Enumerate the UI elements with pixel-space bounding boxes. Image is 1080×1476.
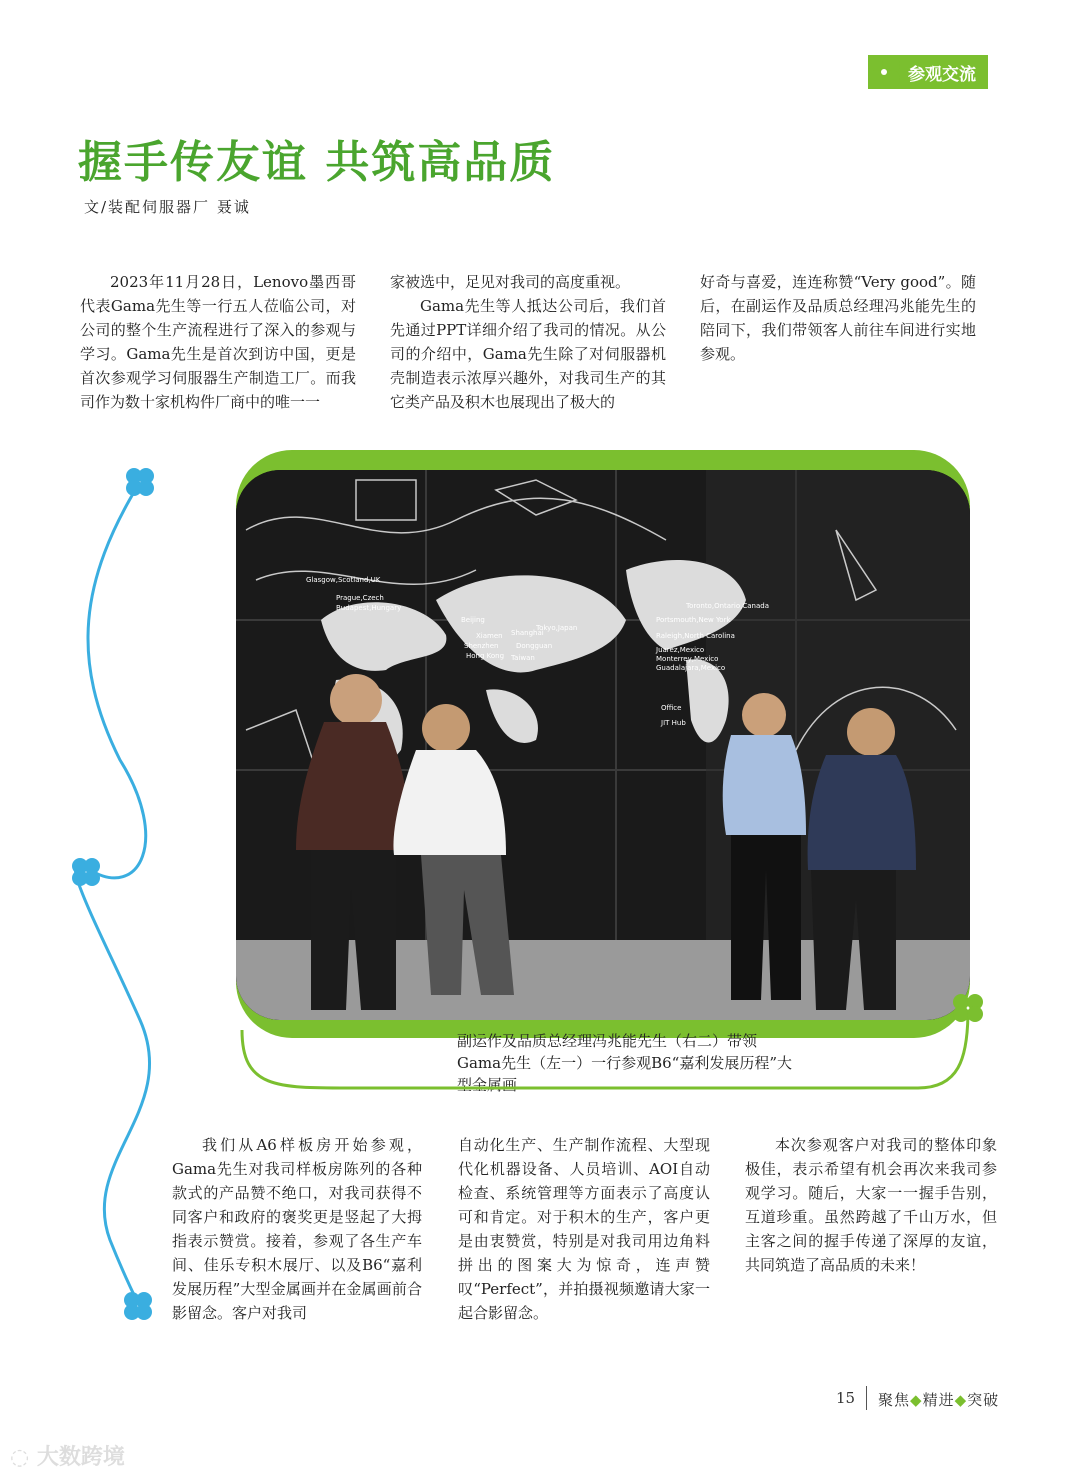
article-column-3 <box>700 270 976 366</box>
byline: 文/装配伺服器厂 聂诚 <box>84 198 251 216</box>
group-photo <box>236 470 970 1020</box>
map-label: Juarez,Mexico <box>656 646 705 654</box>
photo-caption: 副运作及品质总经理冯兆能先生（右二）带领Gama先生（左一）一行参观B6“嘉利发展历程”大型金属画 <box>457 1032 792 1094</box>
decorative-wave-line <box>60 460 170 1330</box>
map-label: Hong Kong <box>466 652 505 660</box>
article-column-5 <box>458 1133 710 1325</box>
paragraph: Gama先生等人抵达公司后，我们首先通过PPT详细介绍了我司的情况。从公司的介绍中，Gama先生除了对伺服器机壳制造表示浓厚兴趣外，对我司生产的其它类产品及积木也展现出了极大的 <box>390 297 666 411</box>
paragraph: 本次参观客户对我司的整体印象极佳，表示希望有机会再次来我司参观学习。随后，大家一一握手告别，互道珍重。虽然跨越了千山万水，但主客之间的握手传递了深厚的友谊，共同筑造了高品质的未来！ <box>745 1136 997 1274</box>
article-column-6 <box>745 1133 997 1277</box>
map-label: Dongguan <box>516 642 553 650</box>
map-label: Office <box>661 704 682 712</box>
photo-illustration <box>236 470 970 1020</box>
paragraph: 自动化生产、生产制作流程、大型现代化机器设备、人员培训、AOI自动检查、系统管理等方面表示了高度认可和肯定。对于积木的生产，客户更是由衷赞赏，特别是对我司用边角料拼出的图案大为惊奇，连声赞叹“Perfect”，并拍摄视频邀请大家一起合影留念。 <box>458 1136 710 1322</box>
map-label: Taiwan <box>511 654 535 662</box>
caption-frame-line <box>238 990 998 1100</box>
map-label: Tokyo,Japan <box>536 624 578 632</box>
page-number: 15 <box>836 1389 856 1407</box>
map-label: Portsmouth,New York <box>656 616 731 624</box>
map-label: Budapest,Hungary <box>336 604 402 612</box>
map-label: Glasgow,Scotland,UK <box>306 576 381 584</box>
clover-icon <box>864 52 904 92</box>
map-label: Prague,Czech <box>336 594 384 602</box>
map-label: Shenzhen <box>464 642 499 650</box>
paragraph: 2023年11月28日，Lenovo墨西哥代表Gama先生等一行五人莅临公司，对公司的整个生产流程进行了深入的参观与学习。Gama先生是首次到访中国，更是首次参观学习伺服器生产制造工厂。而我司作为数十家机构件厂商中的唯一一 <box>80 273 356 411</box>
footer-slogan <box>878 1389 999 1410</box>
section-tag-label: 参观交流 <box>908 64 976 85</box>
slogan-word: 精进 <box>922 1391 955 1409</box>
article-column-4 <box>172 1133 422 1325</box>
paragraph: 家被选中，足见对我司的高度重视。 <box>390 273 631 291</box>
map-label: Beijing <box>461 616 485 624</box>
slogan-word: 聚焦 <box>878 1391 911 1409</box>
article-column-2 <box>390 270 666 414</box>
watermark-logo-icon: ◌ <box>10 1445 30 1470</box>
map-label: Raleigh,North Carolina <box>656 632 735 640</box>
paragraph: 我们从A6样板房开始参观，Gama先生对我司样板房陈列的各种款式的产品赞不绝口，对我司获得不同客户和政府的褒奖更是竖起了大拇指表示赞赏。接着，参观了各生产车间、佳乐专积木展厅、以及B6“嘉利发展历程”大型金属画并在金属画前合影留念。客户对我司 <box>172 1136 422 1322</box>
article-column-1 <box>80 270 356 414</box>
footer-divider <box>866 1386 867 1410</box>
clover-icon <box>72 858 100 886</box>
map-label: JIT Hub <box>661 719 686 727</box>
diamond-icon: ◆ <box>910 1391 923 1409</box>
map-label: Toronto,Ontario,Canada <box>686 602 770 610</box>
clover-icon <box>953 994 983 1022</box>
map-label: Xiamen <box>476 632 503 640</box>
map-label: Guadalajara,Mexico <box>656 664 726 672</box>
diamond-icon: ◆ <box>954 1391 968 1409</box>
page-title: 握手传友谊 共筑高品质 <box>78 137 556 188</box>
paragraph: 好奇与喜爱，连连称赞“Very good”。随后，在副运作及品质总经理冯兆能先生的陪同下，我们带领客人前往车间进行实地参观。 <box>700 273 976 363</box>
map-label: Shanghai <box>511 629 544 637</box>
map-label: Monterrey,Mexico <box>656 655 719 663</box>
slogan-word: 突破 <box>967 1391 1000 1409</box>
watermark <box>10 1440 125 1471</box>
watermark-text: 大数跨境 <box>36 1445 125 1470</box>
